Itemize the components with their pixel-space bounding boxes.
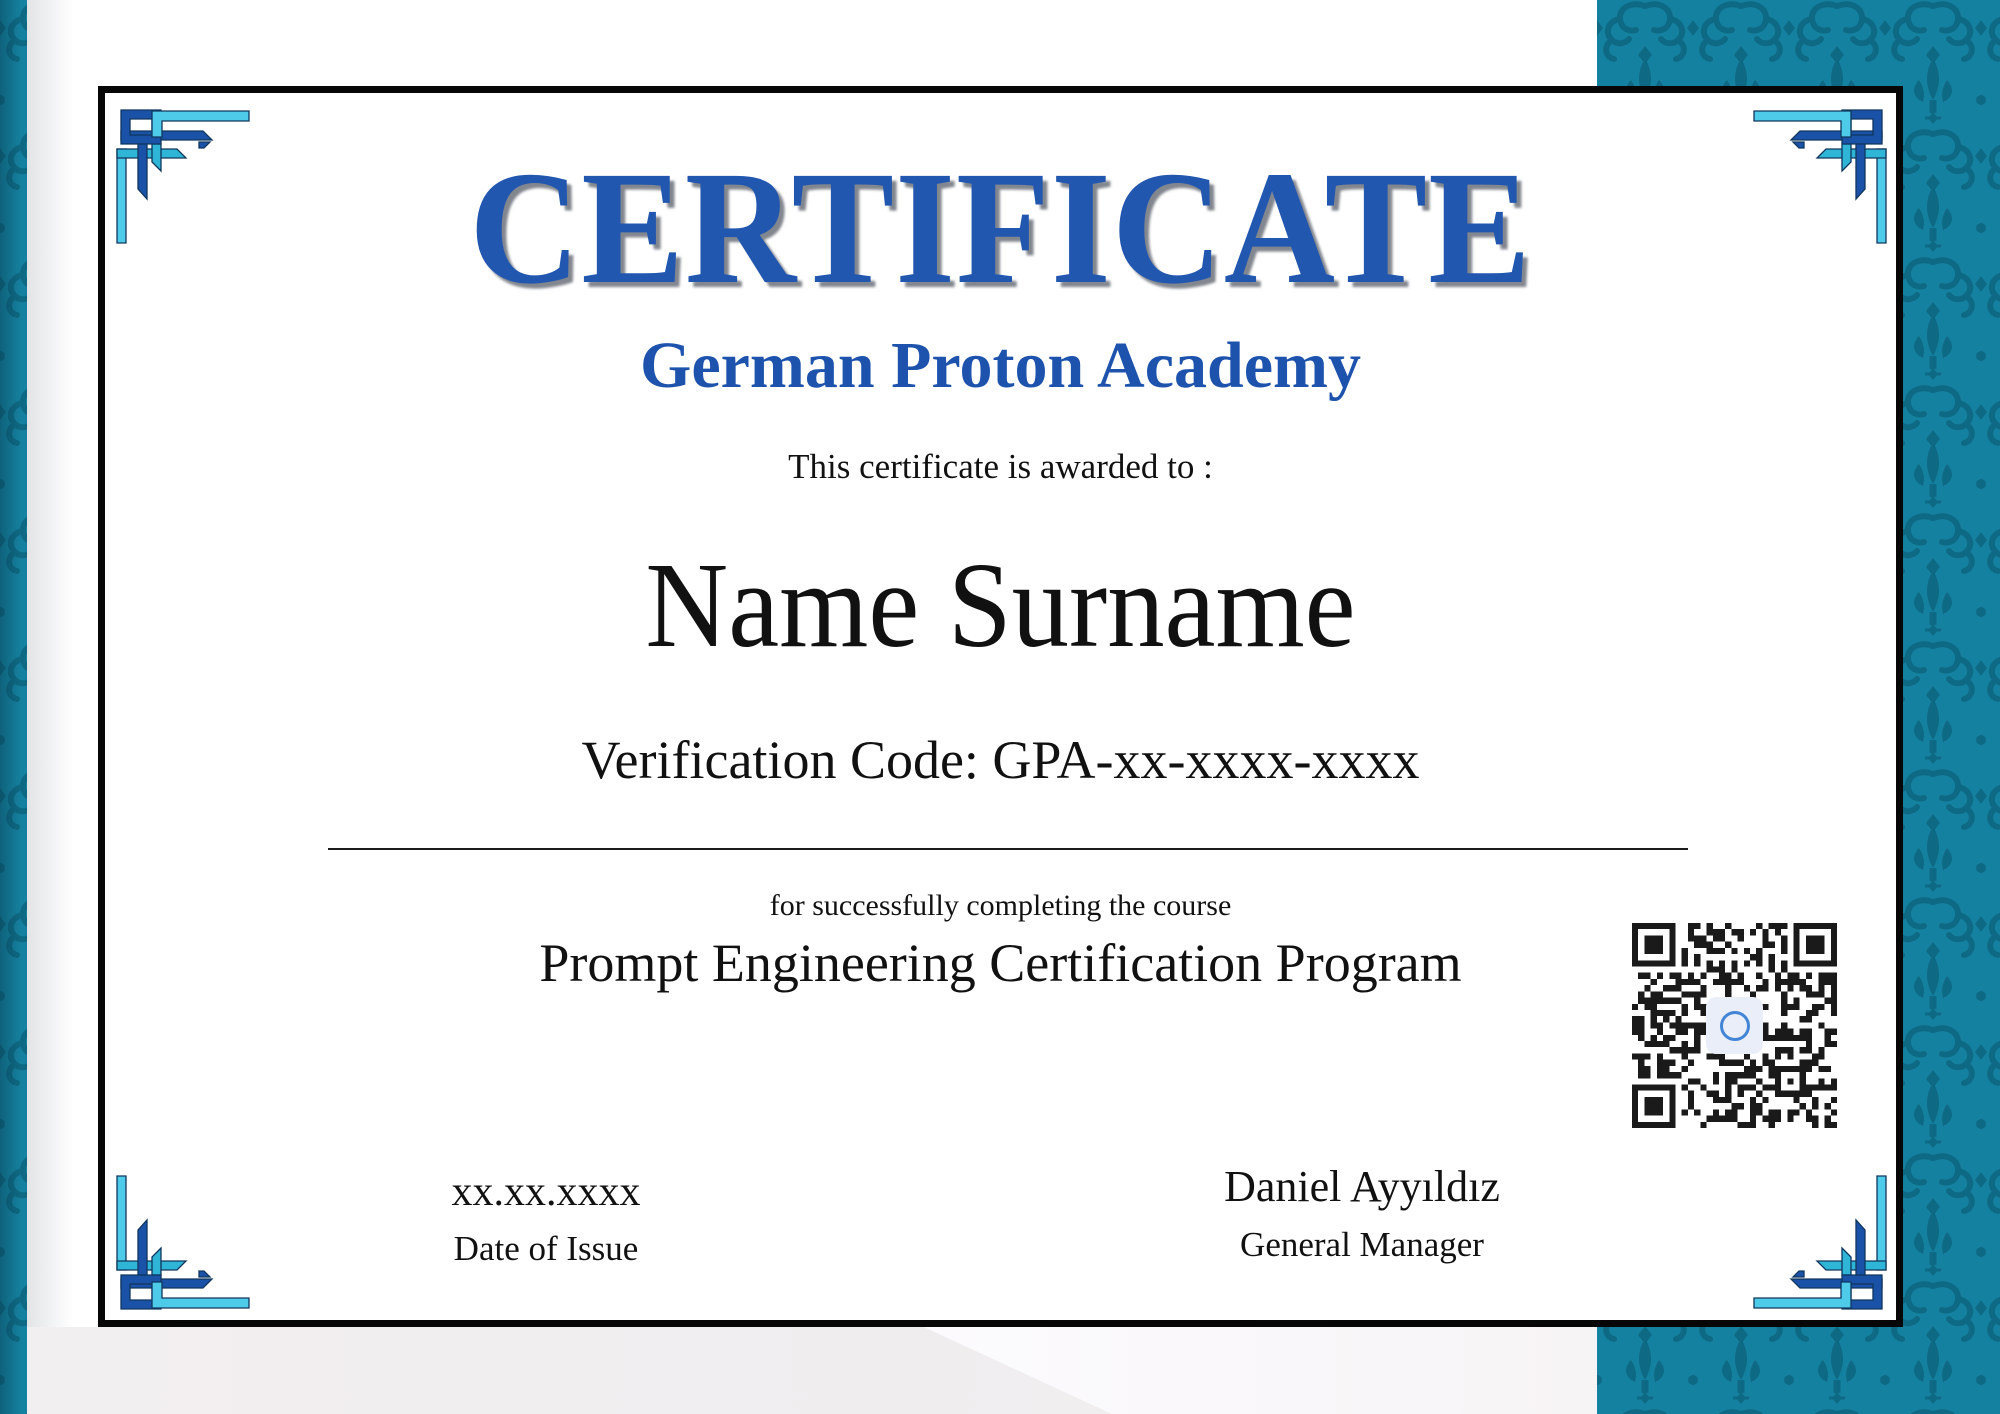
- corner-ornament-bottom-left: [115, 1172, 255, 1312]
- corner-ornament-graphic: [115, 107, 255, 247]
- date-of-issue-block: [336, 1171, 756, 1266]
- left-strip-shade: [0, 0, 27, 1414]
- qr-center-logo: [1706, 997, 1763, 1054]
- bottom-margin-strip: [27, 1327, 1597, 1414]
- corner-ornament-graphic: [1748, 1172, 1888, 1312]
- corner-ornament-graphic: [1748, 107, 1888, 247]
- signer-block: [1152, 1162, 1572, 1264]
- corner-ornament-bottom-right: [1748, 1172, 1888, 1312]
- certificate-title: CERTIFICATE: [469, 139, 1532, 318]
- corner-ornament-top-right: [1748, 107, 1888, 247]
- awarded-to-line: This certificate is awarded to :: [788, 447, 1213, 486]
- left-margin-fade: [27, 0, 73, 1414]
- verification-code-line: Verification Code: GPA-xx-xxxx-xxxx: [581, 730, 1420, 790]
- recipient-name: Name Surname: [645, 538, 1356, 673]
- corner-ornament-top-left: [115, 107, 255, 247]
- divider-line: [328, 848, 1688, 850]
- verification-qr-code: [1632, 923, 1837, 1128]
- signer-name: Daniel Ayyıldız: [1224, 1162, 1500, 1211]
- completing-course-line: for successfully completing the course: [769, 889, 1232, 922]
- date-value: xx.xx.xxxx: [451, 1169, 641, 1215]
- qr-logo-circle-icon: [1720, 1011, 1750, 1041]
- date-label: Date of Issue: [453, 1229, 639, 1268]
- course-title: Prompt Engineering Certification Program: [539, 933, 1462, 993]
- corner-ornament-graphic: [115, 1172, 255, 1312]
- signer-title: General Manager: [1240, 1225, 1484, 1264]
- certificate-sheet: [98, 86, 1903, 1327]
- academy-name: German Proton Academy: [639, 329, 1361, 402]
- bottom-diagonal-wedge: [873, 1327, 1597, 1414]
